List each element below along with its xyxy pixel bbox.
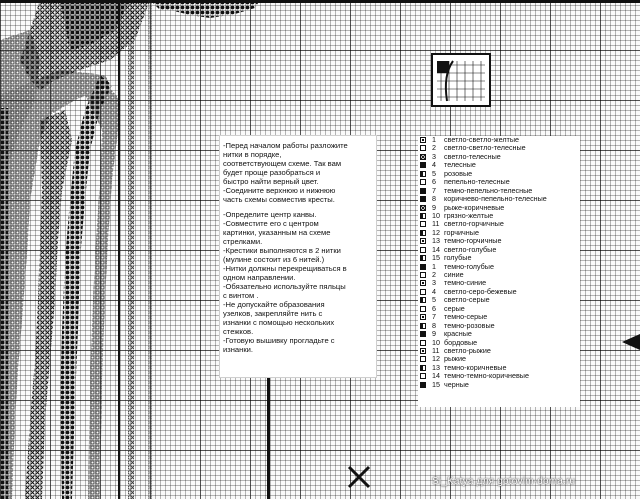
instruction-line: -Готовую вышивку прогладьте с: [223, 336, 335, 345]
legend-color-name: темно-серые: [444, 312, 488, 322]
legend-color-name: голубые: [444, 253, 472, 263]
legend-color-name: темно-розовые: [444, 320, 495, 330]
instruction-line: (мулине состоит из 6 нитей.): [223, 255, 325, 264]
legend-number: 2: [432, 270, 436, 279]
instruction-line: -Определите центр канвы.: [223, 210, 317, 219]
legend-number: 2: [432, 143, 436, 153]
half-square-symbol-icon: [420, 230, 426, 236]
instruction-line: будет проще разобраться и: [223, 168, 321, 177]
legend-color-name: светло-голубые: [444, 244, 497, 254]
open-square-symbol-icon: [420, 272, 426, 278]
instruction-line: -Не допускайте образования: [223, 300, 325, 309]
half-square-symbol-icon: [420, 213, 426, 219]
legend-number: 14: [432, 244, 440, 254]
instruction-line: картинки, указанным на схеме: [223, 228, 331, 237]
legend-number: 11: [432, 219, 440, 229]
legend-item: [418, 204, 580, 212]
x-square-symbol-icon: [420, 154, 426, 160]
open-square-symbol-icon: [420, 221, 426, 227]
instruction-line: быстро найти верный цвет.: [223, 177, 319, 186]
legend-color-name: коричнево-пепельно-телесные: [444, 194, 547, 204]
legend-number: 12: [432, 227, 440, 237]
legend-item: [418, 220, 580, 228]
chart-heavy-vertical-line: [118, 0, 120, 499]
legend-item: [418, 237, 580, 245]
open-square-symbol-icon: [420, 356, 426, 362]
dot-square-symbol-icon: [420, 137, 426, 143]
x-square-symbol-icon: [420, 205, 426, 211]
half-square-symbol-icon: [420, 297, 426, 303]
legend-color-name: темно-синие: [444, 278, 487, 288]
legend-color-name: темно-пепельно-телесные: [444, 185, 533, 195]
instruction-line: узелков, закрепляйте нить с: [223, 309, 323, 318]
legend-item: [418, 271, 580, 279]
thread-color-legend: [418, 136, 580, 407]
legend-item: [418, 313, 580, 321]
legend-color-name: грязно-желтые: [444, 210, 494, 220]
half-square-symbol-icon: [420, 171, 426, 177]
legend-color-name: светло-телесные: [444, 151, 501, 161]
open-square-symbol-icon: [420, 306, 426, 312]
open-square-symbol-icon: [420, 373, 426, 379]
legend-item: [418, 372, 580, 380]
legend-number: 10: [432, 337, 440, 347]
legend-number: 7: [432, 185, 436, 195]
instruction-line: стежков.: [223, 327, 254, 336]
open-square-symbol-icon: [420, 340, 426, 346]
legend-number: 5: [432, 295, 436, 305]
legend-item: [418, 263, 580, 271]
instruction-line: -Соедините верхнюю и нижнюю: [223, 186, 336, 195]
legend-color-name: синие: [444, 270, 464, 279]
legend-number: 8: [432, 194, 436, 204]
thumbnail-grid-icon: [433, 55, 489, 105]
legend-color-name: светло-светло-желтые: [444, 135, 519, 144]
legend-color-name: светло-горчичные: [444, 219, 504, 229]
legend-number: 10: [432, 210, 440, 220]
alignment-cross-icon: [346, 464, 372, 490]
legend-color-name: розовые: [444, 168, 473, 178]
filled-square-symbol-icon: [420, 382, 426, 388]
legend-number: 3: [432, 278, 436, 288]
instructions-panel: [219, 135, 377, 378]
legend-number: 4: [432, 286, 436, 296]
watermark: Si_Katya для gotovim-doma.ru: [432, 476, 576, 487]
filled-square-symbol-icon: [420, 188, 426, 194]
instruction-line: часть схемы совместив кресты.: [223, 195, 335, 204]
legend-number: 13: [432, 236, 440, 246]
instruction-line: -Обязательно используйте пяльцы: [223, 282, 346, 291]
legend-color-name: темно-голубые: [444, 261, 494, 271]
open-square-symbol-icon: [420, 179, 426, 185]
open-square-symbol-icon: [420, 247, 426, 253]
legend-color-name: красные: [444, 329, 472, 339]
legend-color-name: серые: [444, 303, 465, 313]
legend-item: [418, 339, 580, 347]
legend-number: 15: [432, 253, 440, 263]
legend-color-name: светло-серые: [444, 295, 490, 305]
instruction-line: -Крестики выполняются в 2 нитки: [223, 246, 341, 255]
legend-number: 7: [432, 312, 436, 322]
instruction-line: -Перед началом работы разложите: [223, 141, 348, 150]
legend-number: 11: [432, 345, 440, 355]
legend-color-name: темно-коричневые: [444, 362, 507, 372]
legend-number: 9: [432, 329, 436, 339]
filled-square-symbol-icon: [420, 264, 426, 270]
legend-item: [418, 322, 580, 330]
dot-square-symbol-icon: [420, 238, 426, 244]
legend-color-name: светло-серо-бежевые: [444, 286, 517, 296]
legend-number: 6: [432, 303, 436, 313]
legend-number: 5: [432, 168, 436, 178]
instruction-line: нитки в порядке,: [223, 150, 282, 159]
dot-square-symbol-icon: [420, 280, 426, 286]
legend-number: 1: [432, 135, 436, 144]
legend-item: [418, 330, 580, 338]
legend-number: 4: [432, 160, 436, 170]
legend-number: 1: [432, 261, 436, 271]
legend-color-name: темно-горчичные: [444, 236, 502, 246]
legend-color-name: рыжие: [444, 354, 466, 364]
legend-number: 14: [432, 371, 440, 381]
legend-color-name: бордовые: [444, 337, 478, 347]
legend-color-name: рыже-коричневые: [444, 202, 505, 212]
instruction-line: стрелками.: [223, 237, 263, 246]
chart-top-stitches: [150, 0, 270, 22]
dot-square-symbol-icon: [420, 348, 426, 354]
legend-item: [418, 296, 580, 304]
filled-square-symbol-icon: [420, 162, 426, 168]
chart-dark-stitch-area: [0, 0, 170, 499]
legend-item: [418, 246, 580, 254]
chart-thumbnail-map: [431, 53, 491, 107]
legend-color-name: темно-темно-коричневые: [444, 371, 529, 381]
legend-item: [418, 161, 580, 169]
legend-item: [418, 153, 580, 161]
legend-number: 15: [432, 379, 440, 389]
legend-number: 6: [432, 177, 436, 187]
legend-color-name: телесные: [444, 160, 476, 170]
open-square-symbol-icon: [420, 145, 426, 151]
filled-square-symbol-icon: [420, 196, 426, 202]
legend-color-name: пепельно-телесные: [444, 177, 510, 187]
legend-number: 8: [432, 320, 436, 330]
legend-item: [418, 254, 580, 262]
legend-item: [418, 347, 580, 355]
legend-color-name: светло-рыжие: [444, 345, 491, 355]
instruction-line: изнанки.: [223, 345, 254, 354]
legend-number: 13: [432, 362, 440, 372]
instruction-line: с винтом .: [223, 291, 259, 300]
legend-number: 3: [432, 151, 436, 161]
half-square-symbol-icon: [420, 255, 426, 261]
filled-square-symbol-icon: [420, 331, 426, 337]
instruction-line: -Совместите его с центром: [223, 219, 319, 228]
legend-color-name: горчичные: [444, 227, 479, 237]
legend-item: [418, 305, 580, 313]
legend-color-name: черные: [444, 379, 469, 389]
half-square-symbol-icon: [420, 323, 426, 329]
instruction-line: одном направлении.: [223, 273, 296, 282]
half-square-symbol-icon: [420, 365, 426, 371]
instruction-line: соответствующем схеме. Так вам: [223, 159, 342, 168]
dot-square-symbol-icon: [420, 314, 426, 320]
legend-item: [418, 288, 580, 296]
legend-item: [418, 381, 580, 389]
instruction-line: изнанки с помощью нескольких: [223, 318, 335, 327]
legend-number: 9: [432, 202, 436, 212]
open-square-symbol-icon: [420, 289, 426, 295]
legend-color-name: светло-светло-телесные: [444, 143, 526, 153]
legend-number: 12: [432, 354, 440, 364]
instruction-line: -Нитки должны перекрещиваться в: [223, 264, 347, 273]
center-arrow-icon: [622, 334, 640, 350]
